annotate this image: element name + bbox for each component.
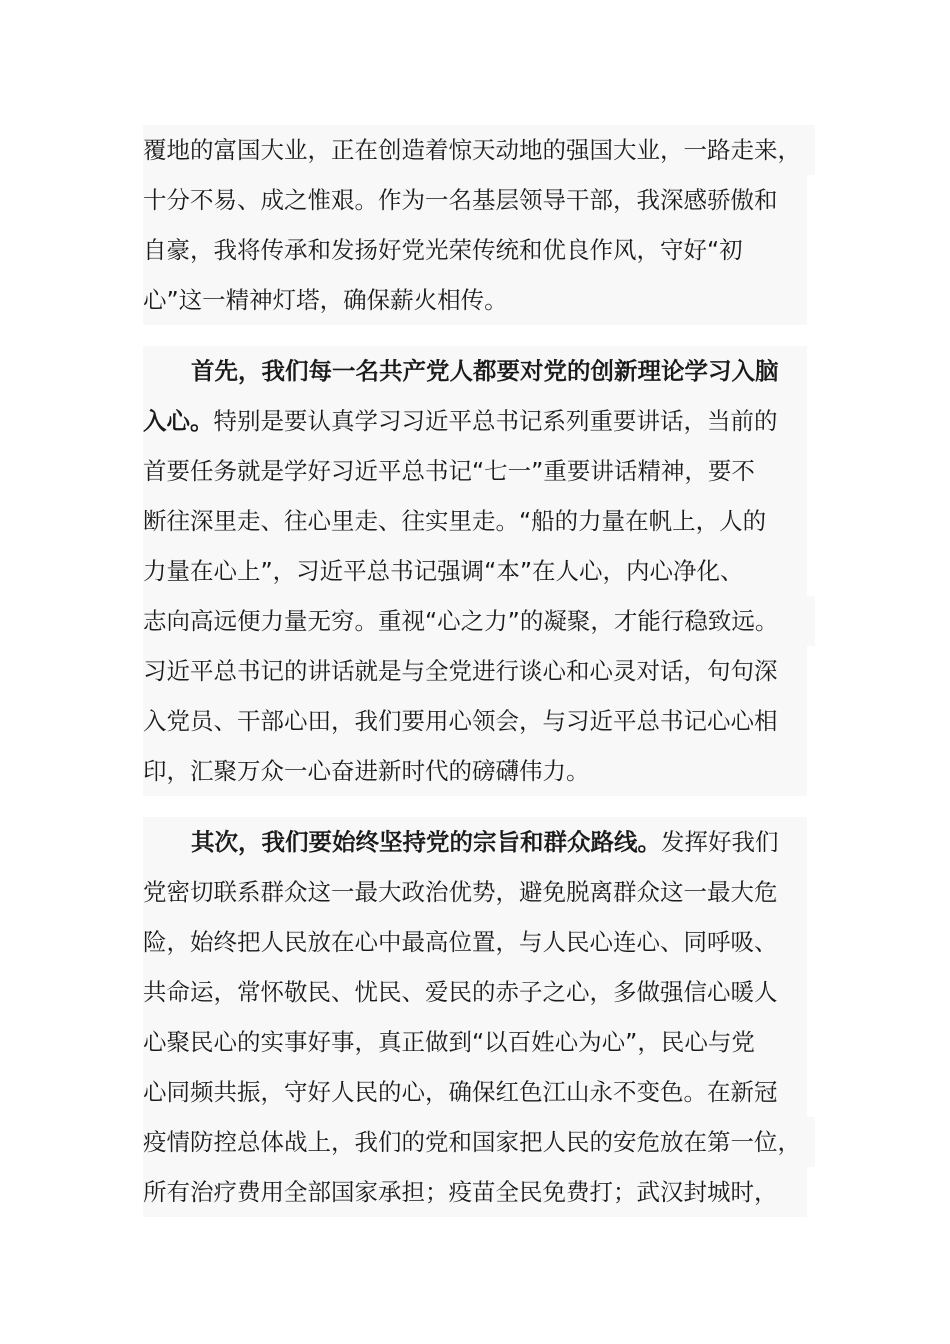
paragraph-1-line-4: 心”这一精神灯塔，确保薪火相传。	[143, 275, 807, 325]
paragraph-2-line-6: 志向高远便力量无穷。重视“心之力”的凝聚，才能行稳致远。	[143, 596, 815, 646]
paragraph-2-heading-end: 入心。	[143, 407, 214, 435]
paragraph-3-line-5: 心聚民心的实事好事，真正做到“以百姓心为心”，民心与党	[143, 1017, 807, 1067]
paragraph-2-heading-line: 首先，我们每一名共产党人都要对党的创新理论学习入脑	[143, 346, 807, 396]
paragraph-3-line-1-text: 发挥好我们	[661, 828, 779, 856]
paragraph-1-line-3: 自豪，我将传承和发扬好党光荣传统和优良作风，守好“初	[143, 225, 807, 275]
paragraph-3-line-8: 所有治疗费用全部国家承担；疫苗全民免费打；武汉封城时，	[143, 1167, 807, 1217]
paragraph-2-line-9: 印，汇聚万众一心奋进新时代的磅礴伟力。	[143, 746, 807, 796]
paragraph-1-line-2: 十分不易、成之惟艰。作为一名基层领导干部，我深感骄傲和	[143, 175, 807, 225]
paragraph-3-heading: 其次，我们要始终坚持党的宗旨和群众路线。	[191, 828, 661, 856]
paragraph-2-line-2-text: 特别是要认真学习习近平总书记系列重要讲话，当前的	[213, 407, 778, 435]
paragraph-3-line-1	[143, 817, 807, 867]
paragraph-2-line-8: 入党员、干部心田，我们要用心领会，与习近平总书记心心相	[143, 696, 807, 746]
paragraph-2-line-3: 首要任务就是学好习近平总书记“七一”重要讲话精神，要不	[143, 446, 807, 496]
paragraph-3-line-4: 共命运，常怀敬民、忧民、爱民的赤子之心，多做强信心暖人	[143, 967, 807, 1017]
paragraph-3-line-3: 险，始终把人民放在心中最高位置，与人民心连心、同呼吸、	[143, 917, 807, 967]
paragraph-2-line-7: 习近平总书记的讲话就是与全党进行谈心和心灵对话，句句深	[143, 646, 807, 696]
paragraph-2-line-2	[143, 396, 807, 446]
paragraph-1-line-1: 覆地的富国大业，正在创造着惊天动地的强国大业，一路走来，	[143, 125, 815, 175]
paragraph-3-line-2: 党密切联系群众这一最大政治优势，避免脱离群众这一最大危	[143, 867, 807, 917]
paragraph-3-line-6: 心同频共振，守好人民的心，确保红色江山永不变色。在新冠	[143, 1067, 807, 1117]
paragraph-2-line-4: 断往深里走、往心里走、往实里走。“船的力量在帆上，人的	[143, 496, 807, 546]
paragraph-2-line-5: 力量在心上”，习近平总书记强调“本”在人心，内心净化、	[143, 546, 807, 596]
paragraph-3-line-7: 疫情防控总体战上，我们的党和国家把人民的安危放在第一位，	[143, 1117, 815, 1167]
